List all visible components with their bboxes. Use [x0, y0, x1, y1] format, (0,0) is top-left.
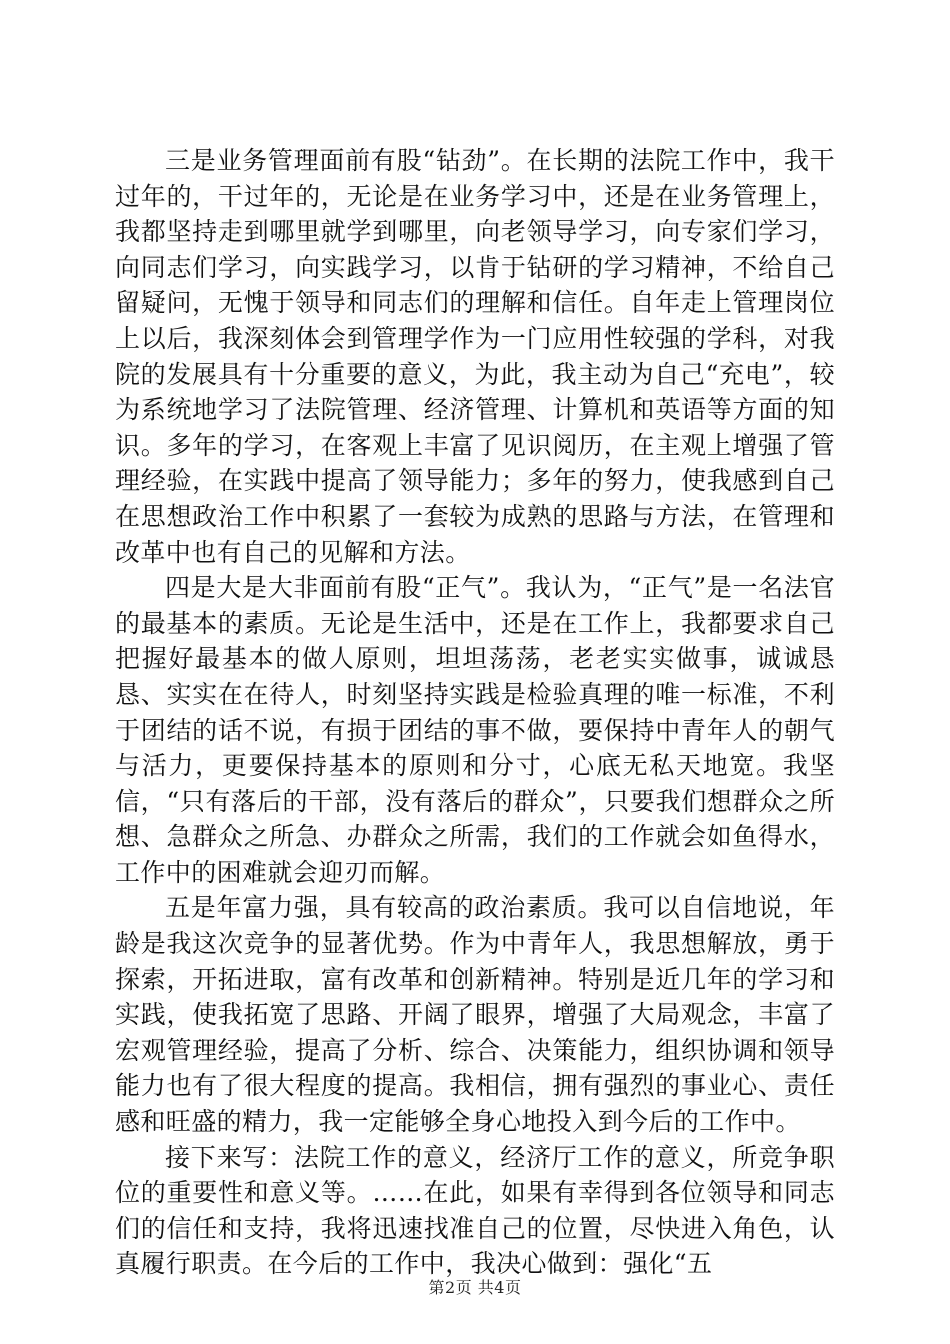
document-body	[115, 143, 835, 1282]
page-number-footer: 第2页 共4页	[428, 1278, 522, 1297]
paragraph-political-quality: 五是年富力强，具有较高的政治素质。我可以自信地说，年龄是我这次竞争的显著优势。作为中青年人，我思想解放，勇于探索，开拓进取，富有改革和创新精神。特别是近几年的学习和实践，使我拓宽了思路、开阔了眼界，增强了大局观念，丰富了宏观管理经验，提高了分析、综合、决策能力，组织协调和领导能力也有了很大程度的提高。我相信，拥有强烈的事业心、责任感和旺盛的精力，我一定能够全身心地投入到今后的工作中。	[115, 893, 835, 1137]
paragraph-next-steps: 接下来写：法院工作的意义，经济厅工作的意义，所竞争职位的重要性和意义等。……在此，如果有幸得到各位领导和同志们的信任和支持，我将迅速找准自己的位置，尽快进入角色，认真履行职责。在今后的工作中，我决心做到：强化“五	[115, 1142, 835, 1279]
paragraph-business-management: 三是业务管理面前有股“钻劲”。在长期的法院工作中，我干过年的，干过年的，无论是在业务学习中，还是在业务管理上，我都坚持走到哪里就学到哪里，向老领导学习，向专家们学习，向同志们学习，向实践学习，以肯于钻研的学习精神，不给自己留疑问，无愧于领导和同志们的理解和信任。自年走上管理岗位上以后，我深刻体会到管理学作为一门应用性较强的学科，对我院的发展具有十分重要的意义，为此，我主动为自己“充电”，较为系统地学习了法院管理、经济管理、计算机和英语等方面的知识。多年的学习，在客观上丰富了见识阅历，在主观上增强了管理经验，在实践中提高了领导能力；多年的努力，使我感到自己在思想政治工作中积累了一套较为成熟的思路与方法，在管理和改革中也有自己的见解和方法。	[115, 146, 835, 567]
paragraph-integrity: 四是大是大非面前有股“正气”。我认为，“正气”是一名法官的最基本的素质。无论是生活中，还是在工作上，我都要求自己把握好最基本的做人原则，坦坦荡荡，老老实实做事，诚诚恳恳、实实在在待人，时刻坚持实践是检验真理的唯一标准，不利于团结的话不说，有损于团结的事不做，要保持中青年人的朝气与活力，更要保持基本的原则和分寸，心底无私天地宽。我坚信，“只有落后的干部，没有落后的群众”，只要我们想群众之所想、急群众之所急、办群众之所需，我们的工作就会如鱼得水，工作中的困难就会迎刃而解。	[115, 573, 835, 887]
